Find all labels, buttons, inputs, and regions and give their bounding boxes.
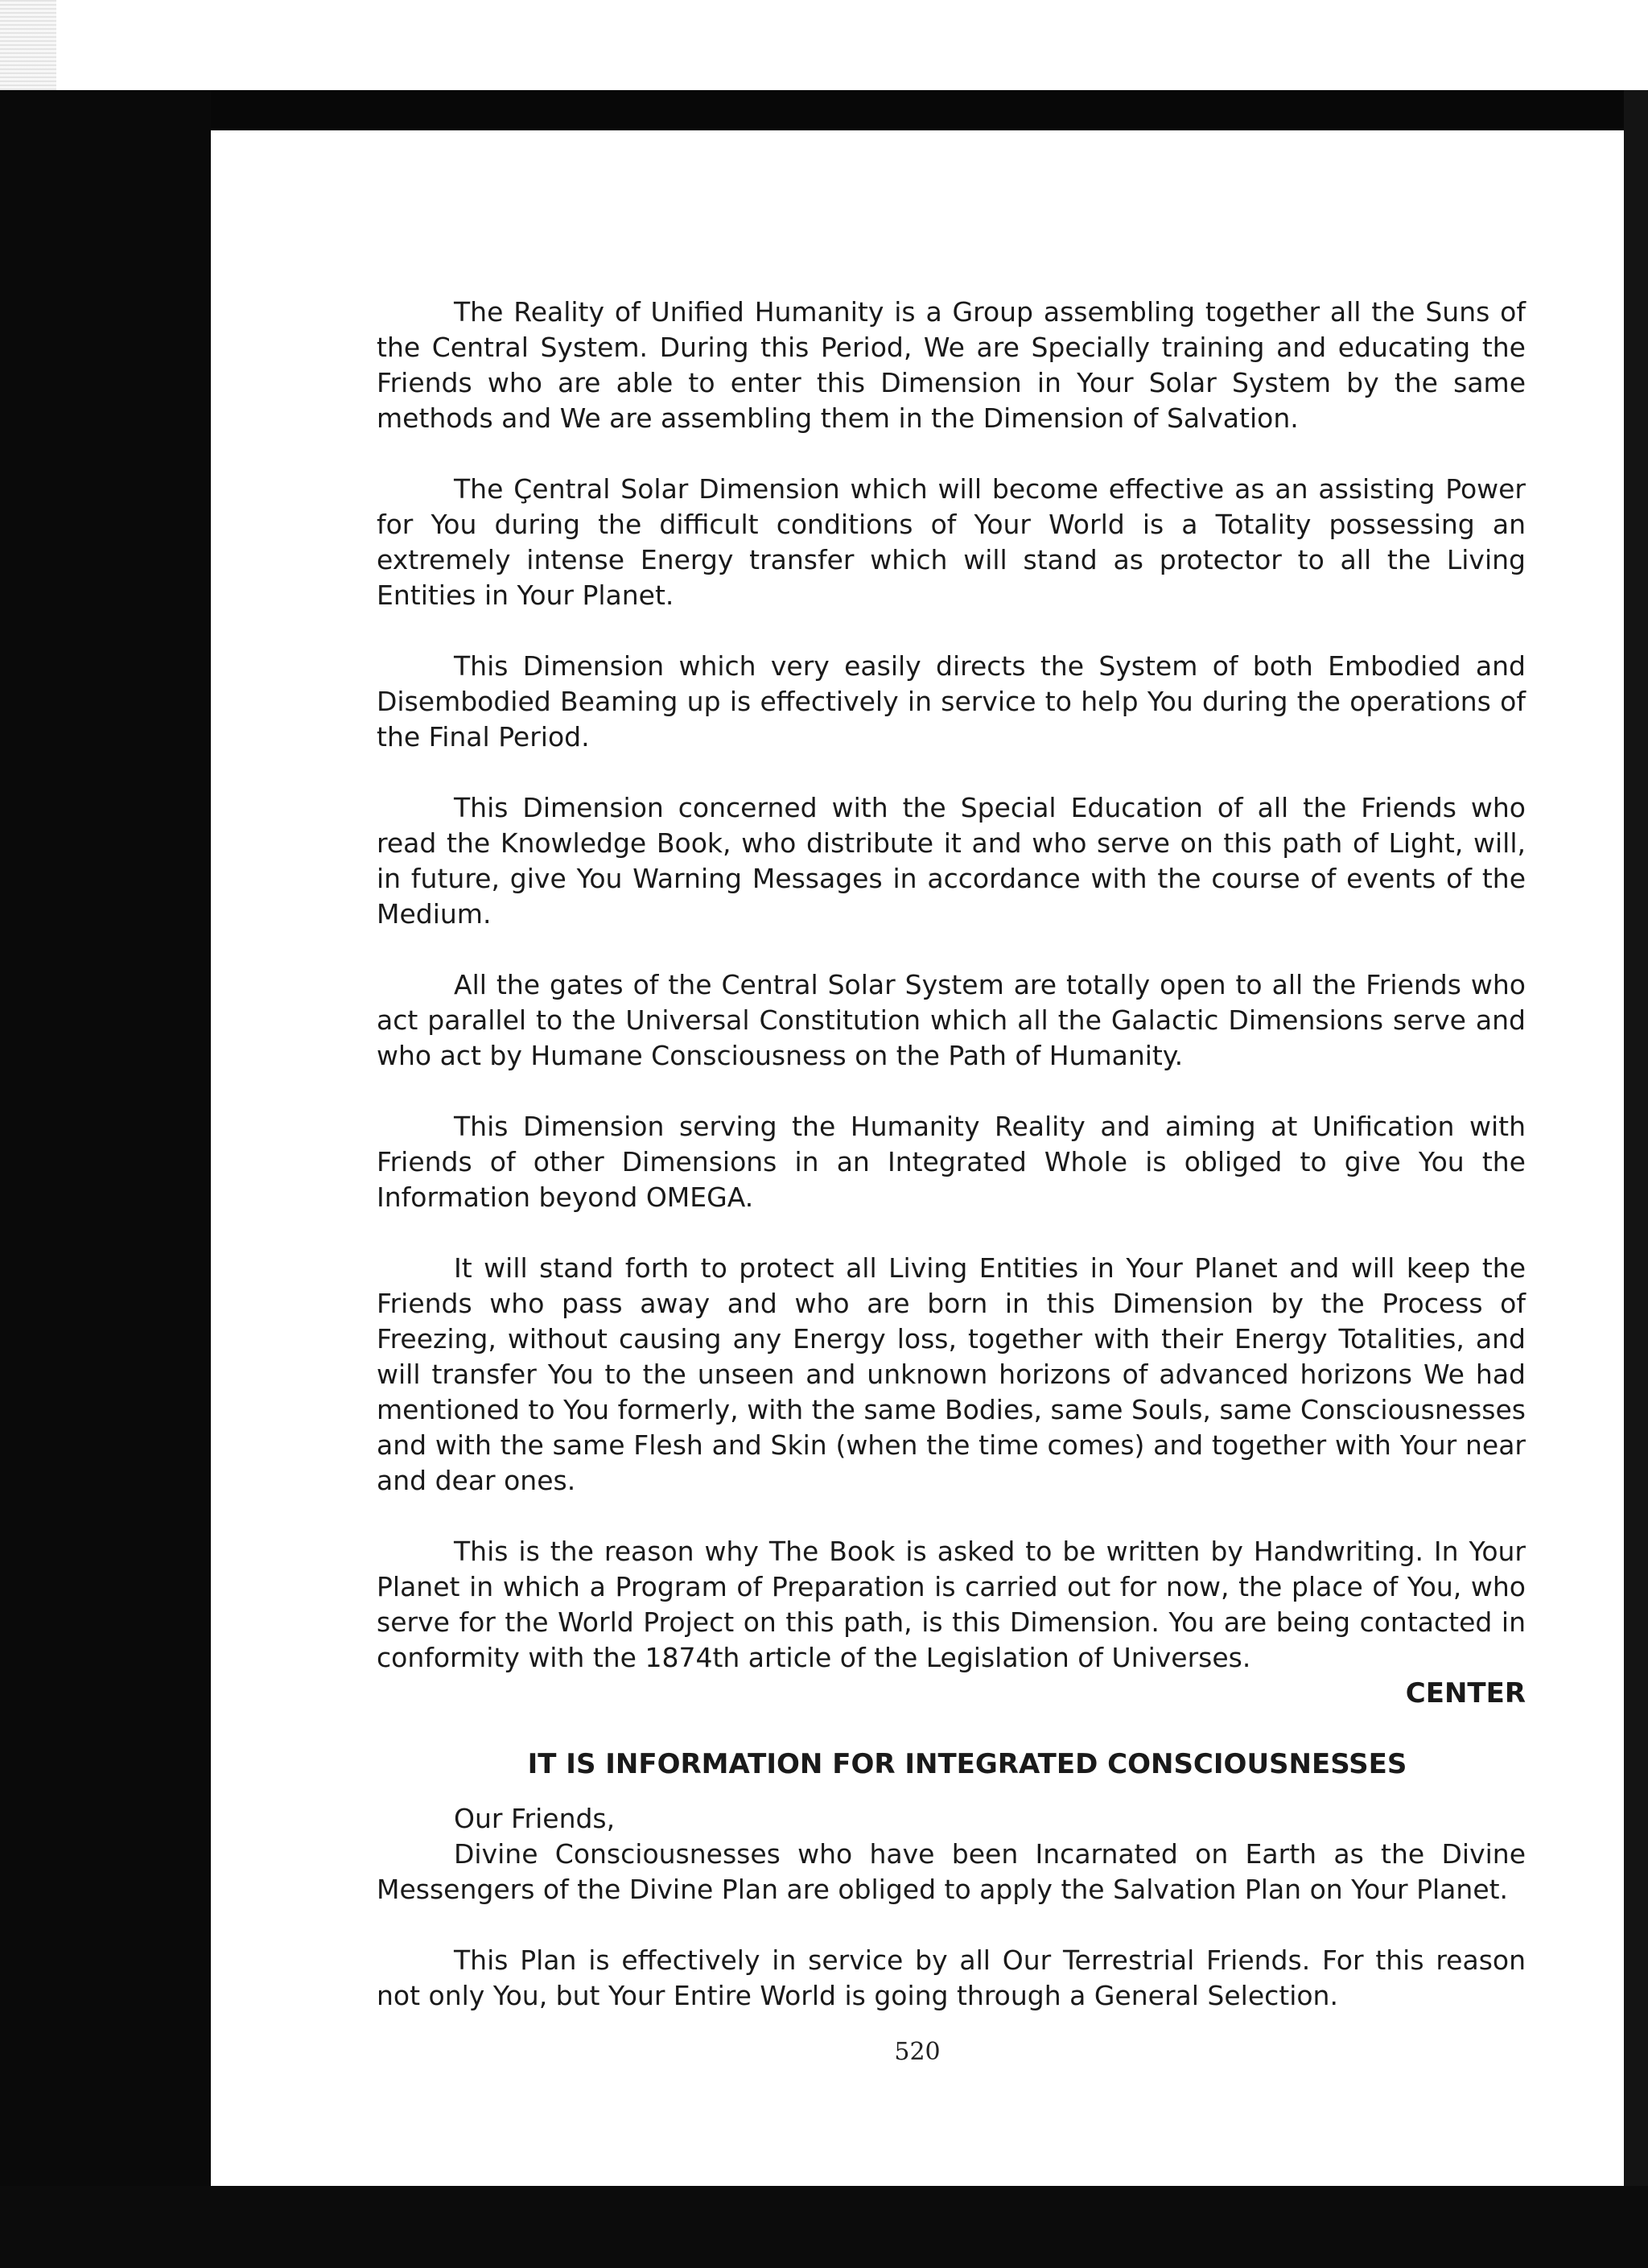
page-number: 520 <box>894 2038 941 2066</box>
paragraph: This is the reason why The Book is asked to be written by Handwriting. In Your Planet in which a Program of Preparation is carried out for now, the place of You, who serve for the World Project on this path, is this Dimension. You are being contacted in conformity with the 1874th article of the Legislation of Universes. <box>377 1536 1526 1673</box>
scan-border-bottom <box>0 2186 1648 2268</box>
book-page <box>211 130 1624 2186</box>
scan-border-top <box>0 90 1648 130</box>
scan-border-right <box>1624 90 1648 2268</box>
scan-border-left <box>0 90 211 2268</box>
paragraph: All the gates of the Central Solar System are totally open to all the Friends who act parallel to the Universal Constitution which all the Galactic Dimensions serve and who act by Humane Consciousness on the Path of Humanity. <box>377 969 1526 1071</box>
paragraph: It will stand forth to protect all Living Entities in Your Planet and will keep the Friends who pass away and who are born in this Dimension by the Process of Freezing, without causing any Energy loss, together with their Energy Totalities, and will transfer You to the unseen and unknown horizons of advanced horizons We had mentioned to You formerly, with the same Bodies, same Souls, same Consciousnesses and with the same Flesh and Skin (when the time comes) and together with Your near and dear ones. <box>377 1252 1526 1496</box>
paragraph: This Dimension serving the Humanity Reality and aiming at Unification with Friends of other Dimensions in an Integrated Whole is obliged to give You the Information beyond OMEGA. <box>377 1111 1526 1213</box>
paragraph: This Dimension which very easily directs the System of both Embodied and Disembodied Beaming up is effectively in service to help You during the operations of the Final Period. <box>377 650 1526 753</box>
greeting: Our Friends, <box>454 1803 616 1834</box>
scan-artifact <box>0 0 56 105</box>
paragraph: This Dimension concerned with the Special Education of all the Friends who read the Knowledge Book, who distribute it and who serve on this path of Light, will, in future, give You Warning Messages in accordance with the course of events of the Medium. <box>377 792 1526 930</box>
paragraph: This Plan is effectively in service by all Our Terrestrial Friends. For this reason not only You, but Your Entire World is going through a General Selection. <box>377 1944 1526 2011</box>
section-heading: IT IS INFORMATION FOR INTEGRATED CONSCIOUSNESSES <box>527 1748 1407 1780</box>
paragraph: Divine Consciousnesses who have been Incarnated on Earth as the Divine Messengers of the Divine Plan are obliged to apply the Salvation Plan on Your Planet. <box>377 1838 1526 1905</box>
paragraph: The Çentral Solar Dimension which will become effective as an assisting Power for You during the difficult conditions of Your World is a Totality possessing an extremely intense Energy transfer which will stand as protector to all the Living Entities in Your Planet. <box>377 473 1526 611</box>
page-content <box>377 295 1526 2049</box>
paragraph: The Reality of Unified Humanity is a Group assembling together all the Suns of the Central System. During this Period, We are Specially training and educating the Friends who are able to enter this Dimension in Your Solar System by the same methods and We are assembling them in the Dimension of Salvation. <box>377 296 1526 434</box>
signature: CENTER <box>1405 1677 1526 1709</box>
